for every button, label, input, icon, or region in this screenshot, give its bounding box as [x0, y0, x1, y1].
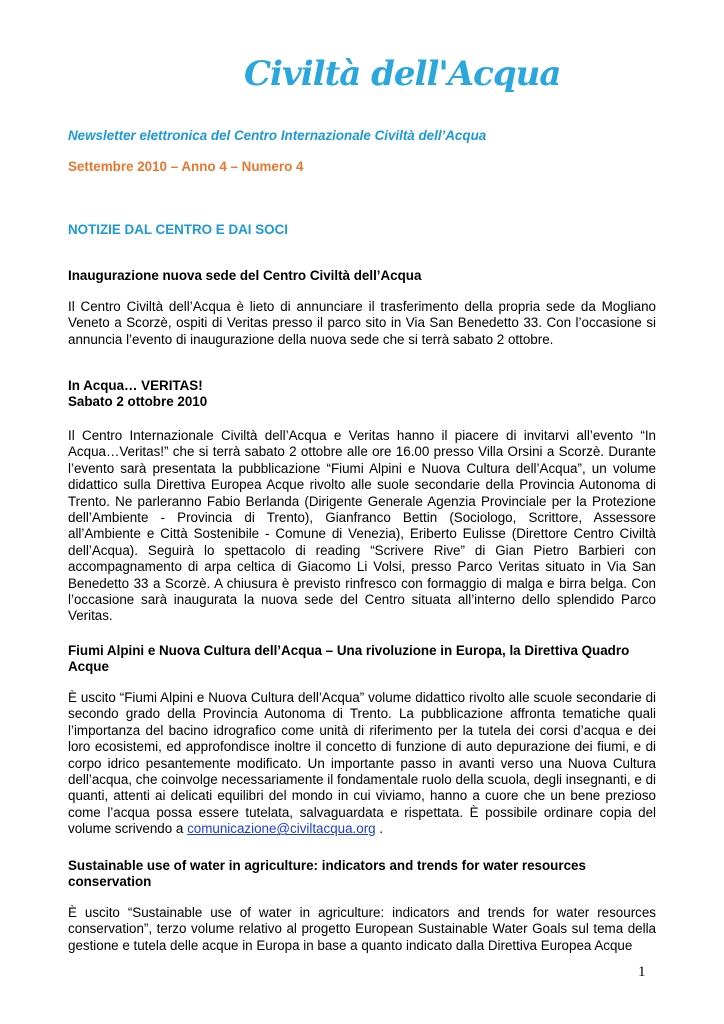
article-3-body-end: .: [375, 821, 384, 837]
article-1-body: Il Centro Civiltà dell’Acqua è lieto di annunciare il trasferimento della propria sede da Mogliano Veneto a Scorzè, ospiti di Veritas presso il parco sito in Via San Benedetto 33. Con l’occasione si annuncia l’evento di inaugurazione della nuova sede che si terrà sabato 2 ottobre.: [68, 299, 656, 347]
article-3-body-text: È uscito “Fiumi Alpini e Nuova Cultura dell’Acqua” volume didattico rivolto alle scuole secondarie di secondo grado della Provincia Autonoma di Trento. La pubblicazione affronta tematiche quali l’importanza del bacino idrografico come unità di riferimento per la tutela dei corsi d’acqua e dei loro ecosistemi, ed approfondisce inoltre il concetto di funzione di auto depurazione dei fiumi, e di corpo idrico pesantemente modificato. Un importante passo in avanti verso una Nuova Cultura dell’acqua, che coinvolge necessariamente il fondamentale ruolo della scuola, degli insegnanti, e di quanti, attenti ai delicati equilibri del mondo in cui viviamo, hanno a cuore che un bene prezioso come l’acqua possa essere tutelata, salvaguardata e rispettata. È possibile ordinare copia del volume scrivendo a: [68, 690, 656, 837]
article-2-body: Il Centro Internazionale Civiltà dell’Acqua e Veritas hanno il piacere di invitarvi all’evento “In Acqua…Veritas!” che si terrà sabato 2 ottobre alle ore 16.00 presso Villa Orsini a Scorzè. Durante l’evento sarà presentata la pubblicazione “Fiumi Alpini e Nuova Cultura dell’Acqua”, un volume didattico sulla Direttiva Europea Acque rivolto alle suole secondarie della Provincia Autonoma di Trento. Ne parleranno Fabio Berlanda (Dirigente Generale Agenzia Provinciale per la Protezione dell’Ambiente - Provincia di Trento), Gianfranco Bettin (Sociologo, Scrittore, Assessore all’Ambiente e Città Sostenibile - Comune di Venezia), Eriberto Eulisse (Direttore Centro Civiltà dell’Acqua). Seguirà lo spettacolo di reading “Scrivere Rive” di Gian Pietro Barbieri con accompagnamento di arpa celtica di Giacomo Li Volsi, presso Parco Veritas situato in Via San Benedetto 33 a Scorzè. A chiusura è previsto rinfresco con formaggio di malga e birra belga. Con l’occasione sarà inaugurata la nuova sede del Centro situata all’interno dello splendido Parco Veritas.: [68, 428, 656, 624]
article-4-body: È uscito “Sustainable use of water in agriculture: indicators and trends for water resources conservation”, terzo volume relativo al progetto European Sustainable Water Goals sul tema della gestione e tutela delle acque in Europa in base a quanto indicato dalla Direttiva Europea Acque: [68, 905, 656, 953]
page-number: 1: [638, 964, 646, 980]
issue-info: Settembre 2010 – Anno 4 – Numero 4: [68, 159, 304, 174]
article-3-title: Fiumi Alpini e Nuova Cultura dell’Acqua – Una rivoluzione in Europa, la Direttiva Quadro Acque: [68, 643, 630, 675]
logo-text: Civiltà dell'Acqua: [244, 54, 561, 94]
article-2-title: In Acqua… VERITAS!: [68, 378, 203, 393]
civilta-acqua-logo: [244, 46, 561, 102]
article-4-title: Sustainable use of water in agriculture: indicators and trends for water resources conservation: [68, 858, 586, 890]
article-2-date: Sabato 2 ottobre 2010: [68, 394, 208, 409]
newsletter-title: Newsletter elettronica del Centro Internazionale Civiltà dell’Acqua: [68, 128, 487, 143]
article-1-title: Inaugurazione nuova sede del Centro Civiltà dell’Acqua: [68, 268, 422, 283]
article-3-body: [68, 690, 656, 838]
email-link[interactable]: comunicazione@civiltacqua.org: [187, 821, 376, 837]
section-title: NOTIZIE DAL CENTRO E DAI SOCI: [68, 222, 288, 237]
